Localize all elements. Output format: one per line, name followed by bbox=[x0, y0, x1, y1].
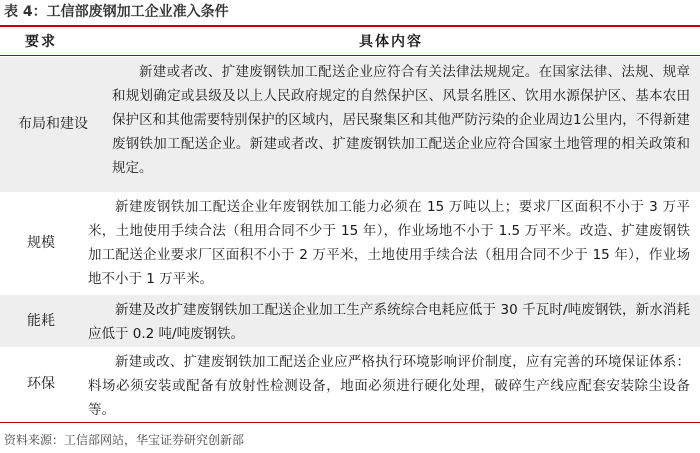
content-cell: 新建废钢铁加工配送企业年废钢铁加工能力必须在 15 万吨以上；要求厂区面积不小于 3 万平米，土地使用手续合法（租用合同不少于 15 年），作业场地不小于 1.5 万平米。改造、扩建废钢铁加工配送企业要求厂区面积不小于 2 万平米，土地使用手续合法（租用合同不少于 15 年），作业场地不小于 1 万平米。 bbox=[88, 199, 690, 287]
table-title: 表 4：工信部废钢加工企业准入条件 bbox=[4, 4, 229, 20]
header-requirement: 要求 bbox=[25, 34, 57, 50]
source-note: 资料来源：工信部网站，华宝证券研究创新部 bbox=[4, 433, 245, 447]
header-content: 具体内容 bbox=[359, 34, 423, 50]
content-cell: 新建及改扩建废钢铁加工配送企业加工生产系统综合电耗应低于 30 千瓦时/吨废钢铁，新水消耗应低于 0.2 吨/吨废钢铁。 bbox=[88, 302, 690, 342]
requirement-cell: 能耗 bbox=[27, 312, 55, 329]
requirements-table bbox=[0, 57, 700, 421]
table-row-environment bbox=[0, 347, 700, 421]
content-cell: 新建或改、扩建废钢铁加工配送企业应严格执行环境影响评价制度，应有完善的环境保证体系：料场必须安装或配备有放射性检测设备，地面必须进行硬化处理，破碎生产线应配套安装除尘设备等。 bbox=[88, 354, 690, 418]
content-cell: 新建或者改、扩建废钢铁加工配送企业应符合有关法律法规规定。在国家法律、法规、规章和规划确定或县级及以上人民政府规定的自然保护区、风景名胜区、饮用水源保护区、基本农田保护区和其他需要特别保护的区域内，居民聚集区和其他严防污染的企业周边1公里内，不得新建废钢铁加工配送企业。新建或者改、扩建废钢铁加工配送企业应符合国家土地管理的相关政策和规定。 bbox=[112, 64, 690, 176]
requirement-cell: 规模 bbox=[27, 235, 55, 251]
bottom-rule bbox=[0, 422, 700, 423]
table-header bbox=[0, 27, 700, 55]
table-row-energy bbox=[0, 295, 700, 347]
requirement-cell: 环保 bbox=[27, 375, 55, 392]
table-row-scale bbox=[0, 192, 700, 295]
header-rule bbox=[0, 55, 700, 56]
requirement-cell: 布局和建设 bbox=[18, 116, 88, 132]
table-row-layout bbox=[0, 57, 700, 192]
